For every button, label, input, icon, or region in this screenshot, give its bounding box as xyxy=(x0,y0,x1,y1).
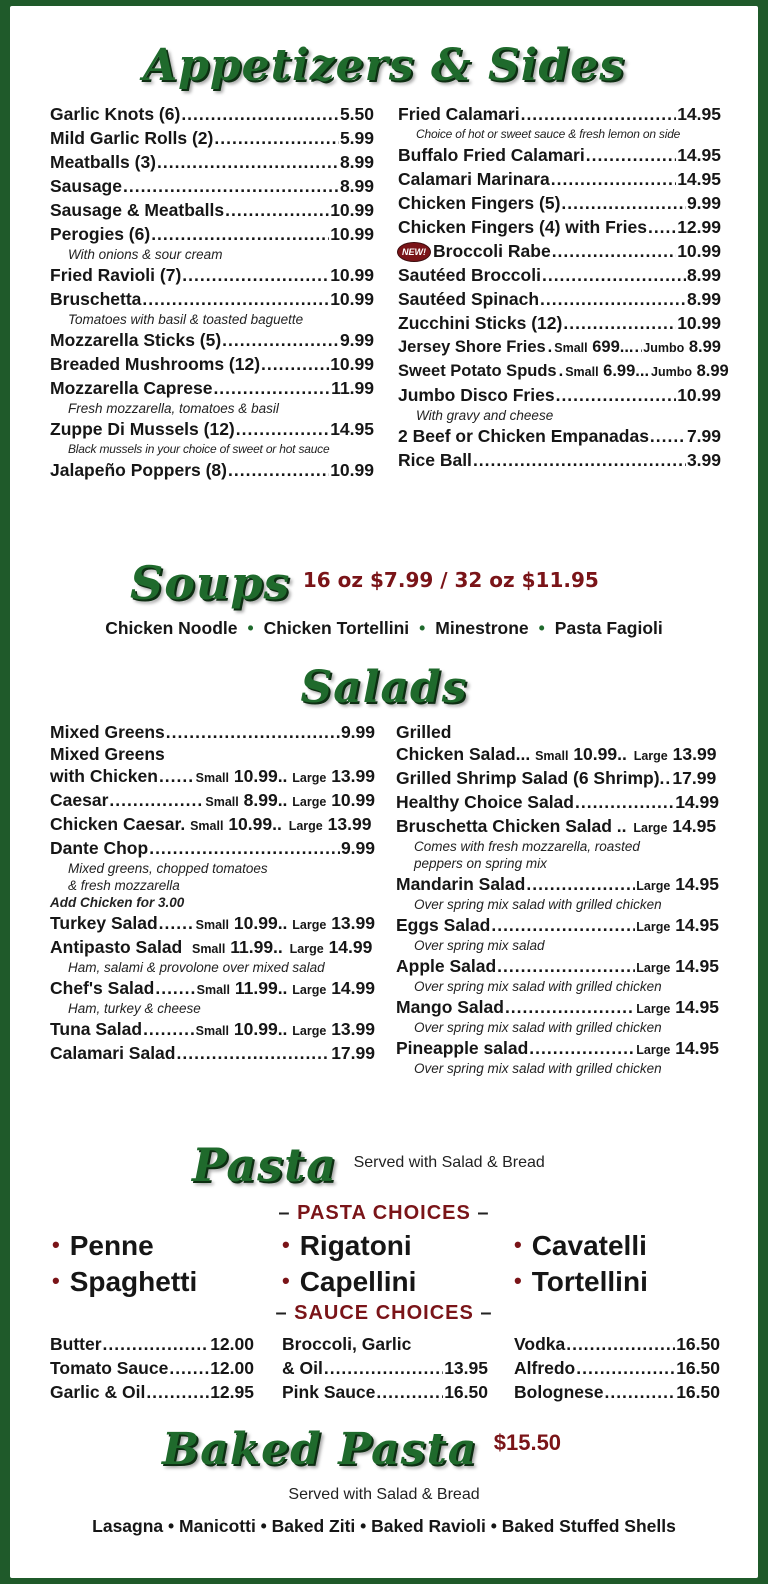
menu-item: Zuppe Di Mussels (12) ..... 14.95 xyxy=(50,417,374,441)
sauces-left-column xyxy=(50,1332,254,1404)
menu-item: Chef's Salad ..... Small 11.99 .. Large 14.99 xyxy=(50,976,375,1000)
sauce-item: Garlic & Oil ..... 12.95 xyxy=(50,1380,254,1404)
item-note: Add Chicken for 3.00 xyxy=(50,895,185,910)
menu-item: 2 Beef or Chicken Empanadas ..... 7.99 xyxy=(398,424,721,448)
pasta-header xyxy=(192,1138,545,1192)
baked-items: Lasagna • Manicotti • Baked Ziti • Baked Ravioli • Baked Stuffed Shells xyxy=(92,1516,676,1536)
menu-item: Mozzarella Caprese ..... 11.99 xyxy=(50,376,374,400)
appetizers-right-column xyxy=(398,102,729,472)
pasta-choice: • Capellini xyxy=(282,1266,417,1297)
soups-list: Chicken Noodle • Chicken Tortellini • Minestrone • Pasta Fagioli xyxy=(105,618,663,638)
item-description: peppers on spring mix xyxy=(414,856,547,871)
menu-item: NEW! Broccoli Rabe ..... 10.99 xyxy=(398,239,721,263)
sauce-item: Butter ..... 12.00 xyxy=(50,1332,254,1356)
menu-item: Meatballs (3) ..... 8.99 xyxy=(50,150,374,174)
pasta-choice: • Tortellini xyxy=(514,1266,648,1297)
sauce-item: & Oil ..... 13.95 xyxy=(282,1356,488,1380)
menu-item: with Chicken ..... Small 10.99 .. Large 13.99 xyxy=(50,764,375,788)
item-description: Over spring mix salad with grilled chicken xyxy=(414,979,662,994)
menu-item: Fried Calamari ..... 14.95 xyxy=(398,102,721,126)
menu-item: Jalapeño Poppers (8) ..... 10.99 xyxy=(50,458,374,482)
pasta-title: Pasta xyxy=(192,1138,338,1192)
menu-item: Eggs Salad ..... Large 14.95 xyxy=(396,913,719,937)
salads-title: Salads xyxy=(300,662,468,713)
soup-item: Chicken Tortellini xyxy=(263,618,410,638)
item-description: With onions & sour cream xyxy=(68,247,223,262)
sauce-item: Alfredo ..... 16.50 xyxy=(514,1356,720,1380)
appetizers-left-column xyxy=(50,102,374,482)
menu-item: Healthy Choice Salad ..... 14.99 xyxy=(396,790,719,814)
item-description: With gravy and cheese xyxy=(416,408,554,423)
menu-item: Chicken Salad ... Small 10.99 .. Large 13.99 xyxy=(396,744,717,764)
menu-page xyxy=(10,6,758,1578)
menu-item: Dante Chop ..... 9.99 xyxy=(50,836,375,860)
menu-item: Apple Salad ..... Large 14.95 xyxy=(396,954,719,978)
pasta-choices-heading: – PASTA CHOICES – xyxy=(278,1202,490,1224)
salads-left-column xyxy=(50,720,375,1065)
menu-item: Sausage & Meatballs ..... 10.99 xyxy=(50,198,374,222)
item-description: Ham, salami & provolone over mixed salad xyxy=(68,960,325,975)
soups-header xyxy=(130,556,730,610)
pasta-choice: • Spaghetti xyxy=(52,1266,198,1297)
menu-item: Turkey Salad ..... Small 10.99 .. Large 13.99 xyxy=(50,911,375,935)
sauce-choices-heading: – SAUCE CHOICES – xyxy=(275,1302,493,1324)
item-description: Black mussels in your choice of sweet or hot sauce xyxy=(68,442,330,456)
menu-item: Mango Salad ..... Large 14.95 xyxy=(396,995,719,1019)
menu-item: Mixed Greens ..... 9.99 xyxy=(50,720,375,744)
item-description: Comes with fresh mozzarella, roasted xyxy=(414,839,640,854)
menu-item: Rice Ball ..... 3.99 xyxy=(398,448,721,472)
menu-item: Bruschetta Chicken Salad .. Large 14.95 xyxy=(396,816,717,836)
sauces-right-column xyxy=(514,1332,720,1404)
sauce-item: Bolognese ..... 16.50 xyxy=(514,1380,720,1404)
menu-item: Calamari Salad ..... 17.99 xyxy=(50,1041,375,1065)
menu-item: Fried Ravioli (7) ..... 10.99 xyxy=(50,263,374,287)
new-badge-icon: NEW! xyxy=(398,243,430,261)
menu-item: Sautéed Broccoli ..... 8.99 xyxy=(398,263,721,287)
soups-prices: 16 oz $7.99 / 32 oz $11.95 xyxy=(302,568,599,592)
menu-item: Garlic Knots (6) ..... 5.50 xyxy=(50,102,374,126)
menu-item: Sausage ..... 8.99 xyxy=(50,174,374,198)
item-description: Tomatoes with basil & toasted baguette xyxy=(68,312,304,327)
menu-item: Buffalo Fried Calamari ..... 14.95 xyxy=(398,143,721,167)
sauces-middle-column xyxy=(282,1332,488,1404)
menu-item-name: Grilled xyxy=(396,722,452,742)
baked-price: $15.50 xyxy=(493,1430,562,1455)
baked-subtitle: Served with Salad & Bread xyxy=(288,1486,480,1503)
menu-item: Chicken Caesar. Small 10.99 .. Large 13.99 xyxy=(50,814,372,834)
menu-item: Sweet Potato Spuds . Small 6.99 ... Jumbo 8.99 xyxy=(398,362,729,380)
item-description: Mixed greens, chopped tomatoes xyxy=(68,861,268,876)
soup-item: Chicken Noodle xyxy=(105,618,238,638)
item-description: Ham, turkey & cheese xyxy=(68,1001,201,1016)
sauce-item: Vodka ..... 16.50 xyxy=(514,1332,720,1356)
item-description: Over spring mix salad with grilled chicken xyxy=(414,1020,662,1035)
menu-item: Breaded Mushrooms (12) ..... 10.99 xyxy=(50,352,374,376)
menu-item: Bruschetta ..... 10.99 xyxy=(50,287,374,311)
pasta-choice: • Penne xyxy=(52,1230,154,1261)
baked-header xyxy=(162,1424,562,1475)
menu-item: Grilled Shrimp Salad (6 Shrimp). ..... 17.99 xyxy=(396,766,719,790)
item-description: & fresh mozzarella xyxy=(68,878,180,893)
appetizers-title: Appetizers & Sides xyxy=(142,40,626,91)
menu-item: Chicken Fingers (5) ..... 9.99 xyxy=(398,191,721,215)
item-description: Over spring mix salad with grilled chicken xyxy=(414,897,662,912)
item-description: Over spring mix salad with grilled chicken xyxy=(414,1061,662,1076)
menu-item: Antipasto Salad Small 11.99 .. Large 14.99 xyxy=(50,937,373,957)
menu-item: Caesar ..... Small 8.99 .. Large 10.99 xyxy=(50,788,375,812)
soups-title: Soups xyxy=(130,556,291,610)
menu-item: Pineapple salad ..... Large 14.95 xyxy=(396,1036,719,1060)
item-description: Fresh mozzarella, tomatoes & basil xyxy=(68,401,279,416)
menu-item: Mandarin Salad ..... Large 14.95 xyxy=(396,872,719,896)
pasta-subtitle: Served with Salad & Bread xyxy=(353,1154,545,1171)
item-description: Choice of hot or sweet sauce & fresh lemon on side xyxy=(416,127,681,141)
menu-item: Chicken Fingers (4) with Fries ..... 12.99 xyxy=(398,215,721,239)
menu-item-name: Mixed Greens xyxy=(50,744,165,764)
menu-item: Calamari Marinara ..... 14.95 xyxy=(398,167,721,191)
menu-item: Perogies (6) ..... 10.99 xyxy=(50,222,374,246)
menu-item: Sautéed Spinach ..... 8.99 xyxy=(398,287,721,311)
menu-item: Tuna Salad ..... Small 10.99 .. Large 13.99 xyxy=(50,1017,375,1041)
item-description: Over spring mix salad xyxy=(414,938,545,953)
soup-item: Pasta Fagioli xyxy=(554,618,663,638)
menu-item: Jumbo Disco Fries ..... 10.99 xyxy=(398,383,721,407)
sauce-item-name: Broccoli, Garlic xyxy=(282,1334,412,1354)
salads-right-column xyxy=(396,722,719,1077)
soup-item: Minestrone xyxy=(435,618,529,638)
baked-title: Baked Pasta xyxy=(162,1424,478,1475)
menu-item: Jersey Shore Fries . Small 699 ... ..... Jumbo 8.99 xyxy=(398,335,721,359)
menu-item: Zucchini Sticks (12) ..... 10.99 xyxy=(398,311,721,335)
menu-item: Mozzarella Sticks (5) ..... 9.99 xyxy=(50,328,374,352)
pasta-choice: • Rigatoni xyxy=(282,1230,412,1261)
sauce-item: Pink Sauce ..... 16.50 xyxy=(282,1380,488,1404)
sauce-item: Tomato Sauce ..... 12.00 xyxy=(50,1356,254,1380)
menu-item: Mild Garlic Rolls (2) ..... 5.99 xyxy=(50,126,374,150)
pasta-choice: • Cavatelli xyxy=(514,1230,647,1261)
